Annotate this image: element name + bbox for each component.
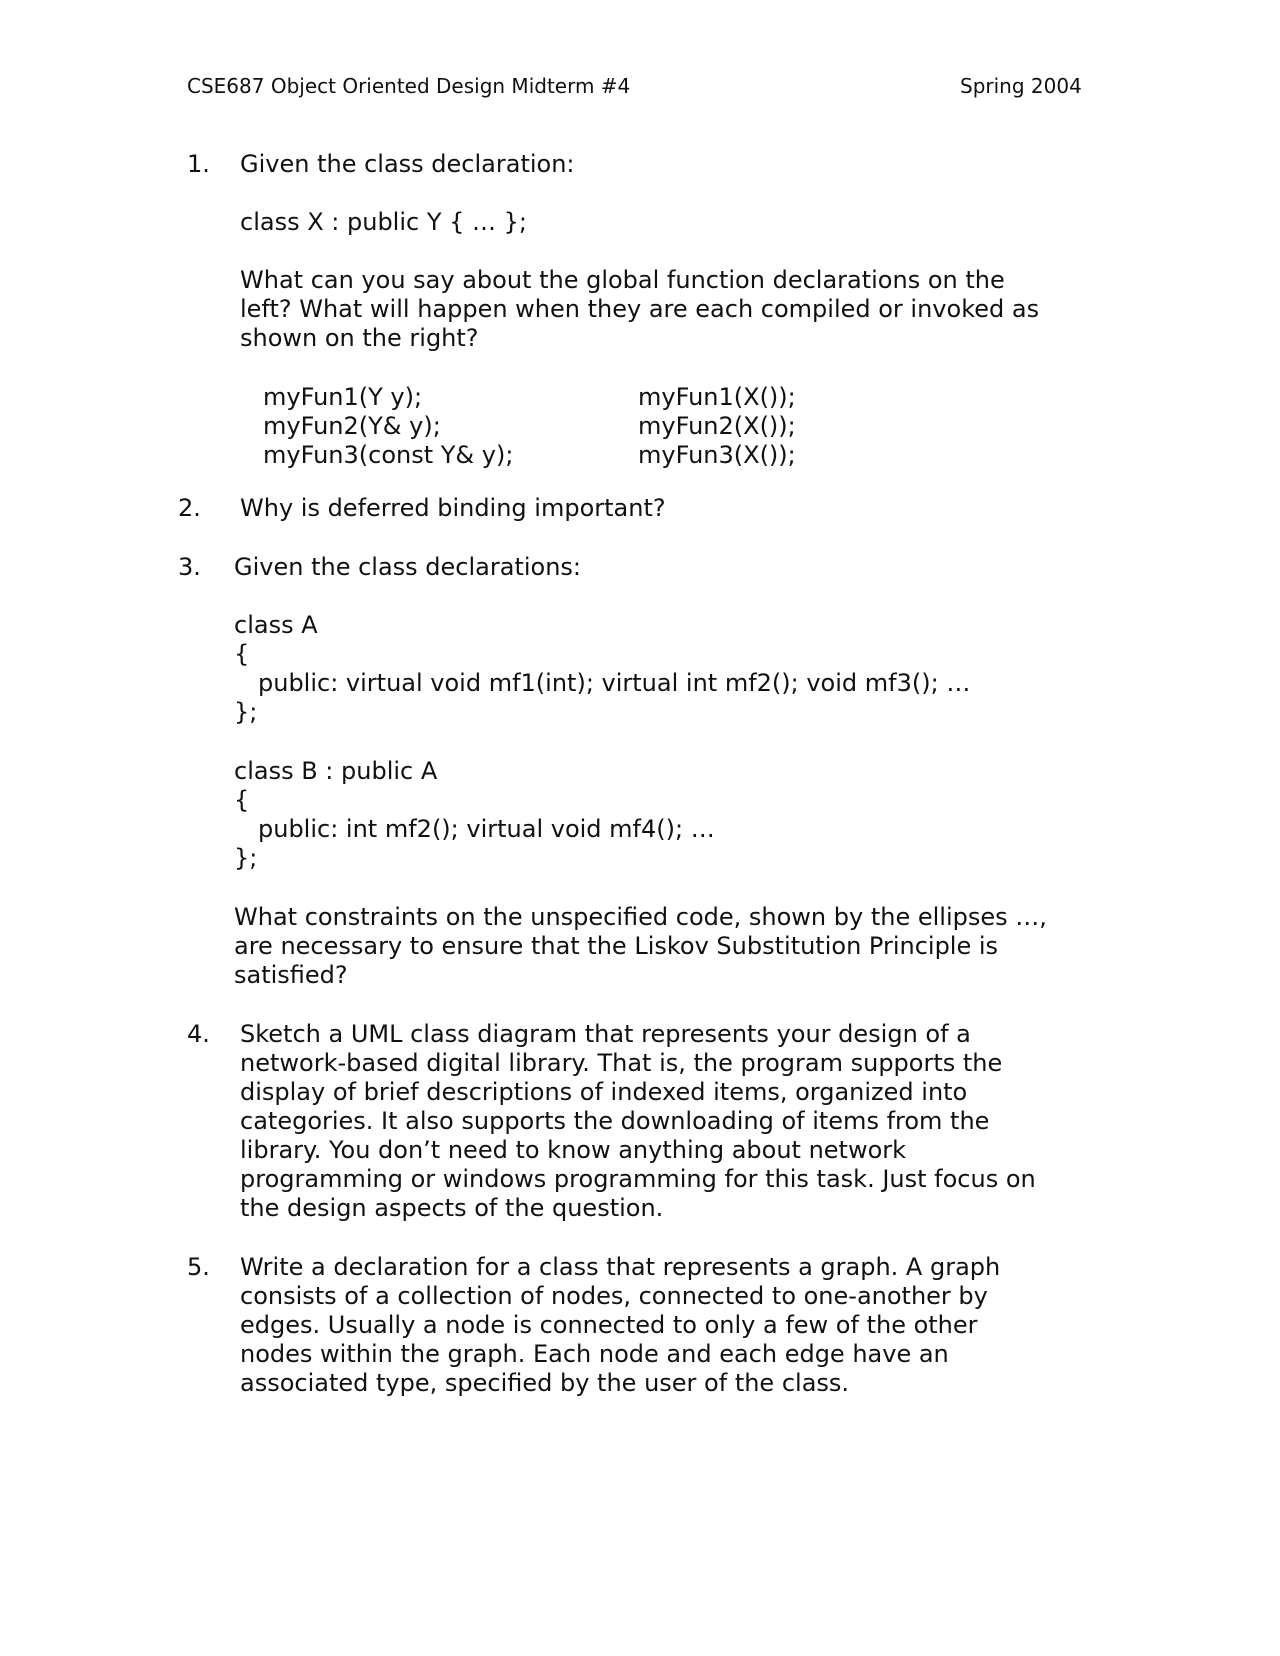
question-3-text-line: are necessary to ensure that the Liskov Substitution Principle is — [234, 932, 999, 960]
question-4-text-line: network-based digital library. That is, the program supports the — [240, 1049, 1003, 1077]
question-3-number: 3. — [178, 553, 201, 581]
function-invocation: myFun2(X()); — [638, 412, 796, 440]
question-4-text-line: programming or windows programming for this task. Just focus on — [240, 1165, 1036, 1193]
function-invocation: myFun3(X()); — [638, 441, 796, 469]
function-declaration: myFun1(Y y); — [263, 383, 423, 411]
question-3-text-line: satisfied? — [234, 961, 348, 989]
course-title: CSE687 Object Oriented Design Midterm #4 — [187, 74, 631, 98]
question-5-number: 5. — [187, 1253, 210, 1281]
question-3-prompt: Given the class declarations: — [234, 553, 582, 581]
code-line: public: int mf2(); virtual void mf4(); … — [258, 815, 715, 843]
question-1-number: 1. — [187, 150, 210, 178]
code-line: { — [234, 640, 250, 668]
question-1-text-line: left? What will happen when they are each compiled or invoked as — [240, 295, 1040, 323]
question-5-text-line: associated type, specified by the user of the class. — [240, 1369, 850, 1397]
question-4-text-line: display of brief descriptions of indexed items, organized into — [240, 1078, 968, 1106]
code-line: class A — [234, 611, 318, 639]
function-declaration: myFun3(const Y& y); — [263, 441, 514, 469]
question-4-text-line: library. You don’t need to know anything about network — [240, 1136, 907, 1164]
question-4-text-line: Sketch a UML class diagram that represents your design of a — [240, 1020, 971, 1048]
question-4-text-line: categories. It also supports the downloading of items from the — [240, 1107, 990, 1135]
term-label: Spring 2004 — [960, 74, 1082, 98]
code-line: }; — [234, 844, 258, 872]
code-line: }; — [234, 698, 258, 726]
question-1-text-line: What can you say about the global function declarations on the — [240, 266, 1005, 294]
question-4-number: 4. — [187, 1020, 210, 1048]
question-5-text-line: consists of a collection of nodes, connected to one-another by — [240, 1282, 988, 1310]
function-invocation: myFun1(X()); — [638, 383, 796, 411]
code-line: public: virtual void mf1(int); virtual int mf2(); void mf3(); … — [258, 669, 971, 697]
question-1-class-declaration: class X : public Y { … }; — [240, 208, 528, 236]
question-1-prompt: Given the class declaration: — [240, 150, 575, 178]
question-3-text-line: What constraints on the unspecified code, shown by the ellipses …, — [234, 903, 1047, 931]
code-line: class B : public A — [234, 757, 438, 785]
question-5-text-line: edges. Usually a node is connected to only a few of the other — [240, 1311, 978, 1339]
question-2-number: 2. — [178, 494, 201, 522]
question-2-prompt: Why is deferred binding important? — [240, 494, 666, 522]
question-5-text-line: Write a declaration for a class that represents a graph. A graph — [240, 1253, 1001, 1281]
question-4-text-line: the design aspects of the question. — [240, 1194, 664, 1222]
question-1-text-line: shown on the right? — [240, 324, 479, 352]
code-line: { — [234, 786, 250, 814]
question-5-text-line: nodes within the graph. Each node and each edge have an — [240, 1340, 949, 1368]
function-declaration: myFun2(Y& y); — [263, 412, 441, 440]
